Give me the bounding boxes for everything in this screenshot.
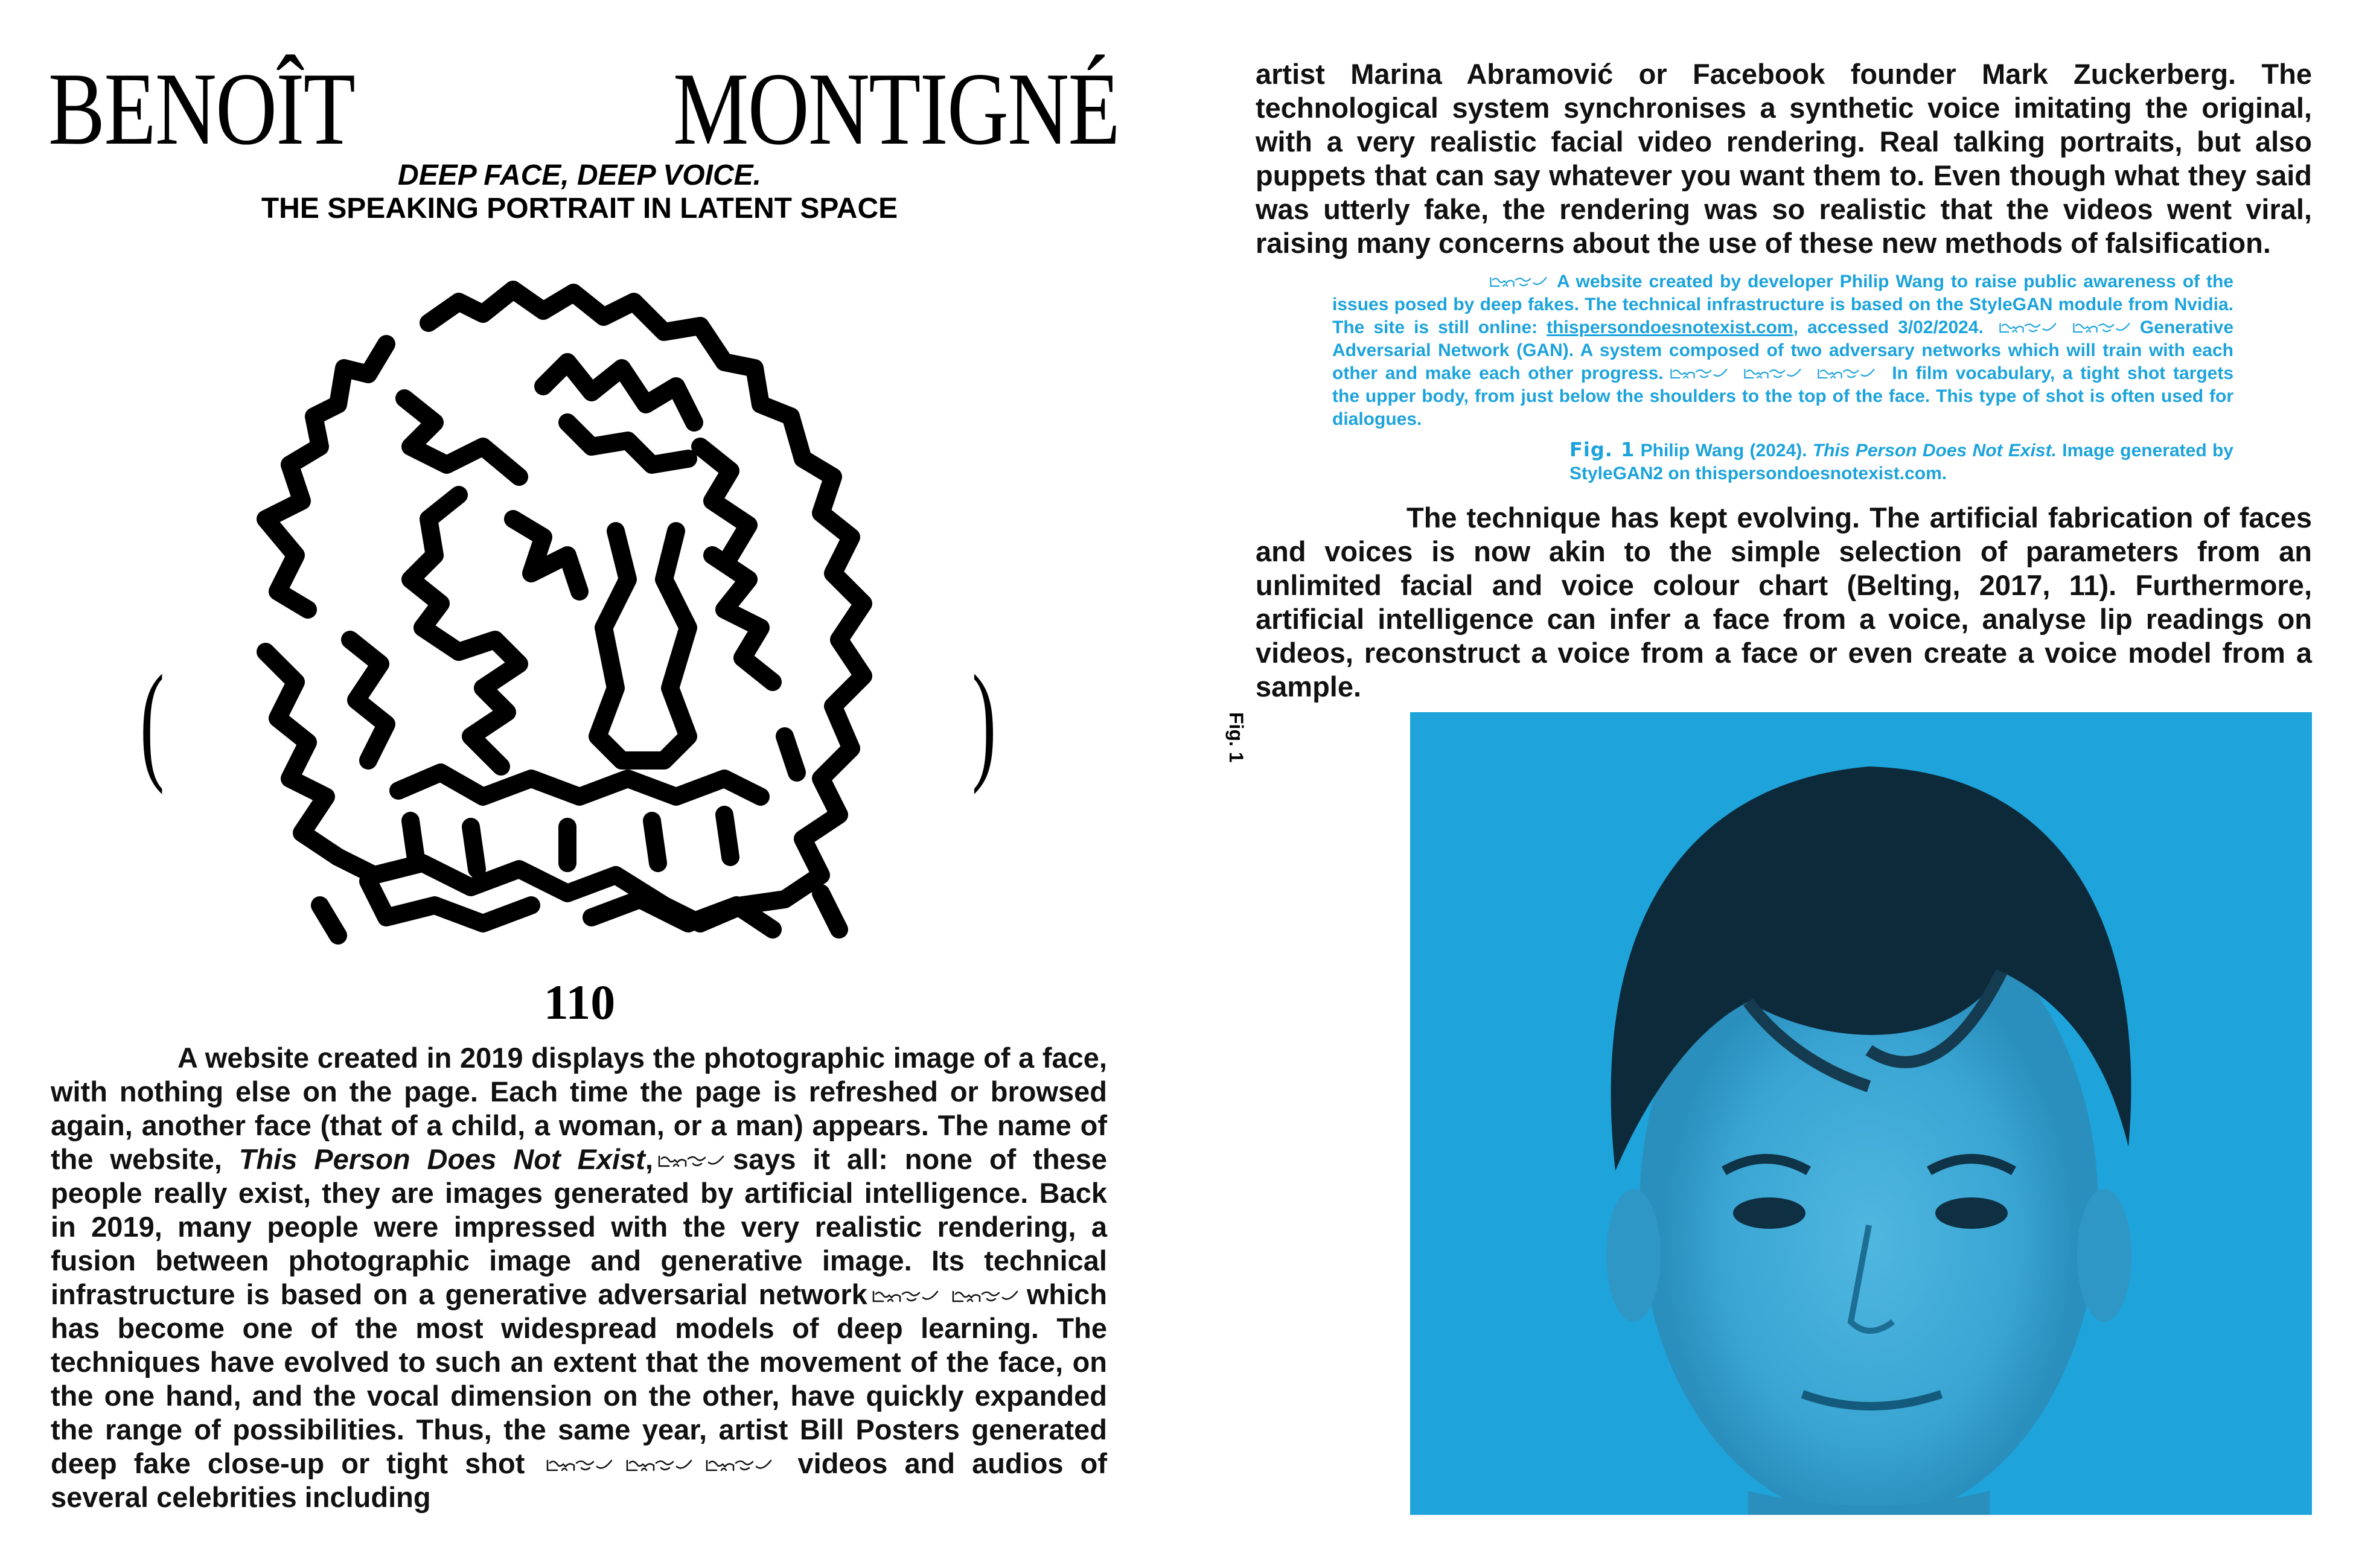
right-body-paragraph-top: artist Marina Abramović or Facebook founder Mark Zuckerberg. The technological system synchronises a synthetic voice imitating the original, with a very realistic facial video rendering. Real talking portraits, but also puppets that can say whatever you want them to. Even though what they said was utterly fake, the rendering was so realistic that the videos went viral, raising many concerns about the use of these new methods of falsification. [1256, 58, 2312, 259]
footnote-marker-icon [704, 1457, 777, 1475]
footnote-marker-icon [1741, 366, 1807, 382]
footnotes [1332, 270, 2233, 431]
footnote-marker-icon [657, 1153, 729, 1171]
figure-side-label: Fig. 1 [1225, 712, 1247, 763]
article-subtitle: THE SPEAKING PORTRAIT IN LATENT SPACE [261, 193, 898, 225]
footnote-marker-icon [1487, 275, 1553, 290]
body-sentence: A website created in 2019 displays the photographic image of a face, with nothing else on the page. Each time the page is refreshed or browsed again, another face (that of a child, a woman, or a man) appears. The name of the website, [51, 1042, 1107, 1175]
portrait-photo [1410, 712, 2312, 1515]
right-parenthesis: ) [972, 648, 997, 795]
footnote-marker-icon [1815, 366, 1881, 382]
body-sentence: which has become one of the most widespread models of deep learning. The techniques have evolved to such an extent that the movement of the face, on the one hand, and the vocal dimension on the other, have quickly expanded the range of possibilities. Thus, the same year, artist Bill Posters generated deep fake close-up or tight shot [51, 1278, 1107, 1479]
footnote-marker-icon [1667, 366, 1734, 382]
scribble-face-icon [229, 266, 912, 972]
footnote-marker-icon [2070, 320, 2136, 336]
website-title: This Person Does Not Exist [238, 1143, 645, 1175]
page-number: 110 [543, 975, 616, 1030]
author-first-name: BENOÎT [48, 52, 355, 167]
figure-label: Fig. 1 [1569, 438, 1635, 461]
caption-title: This Person Does Not Exist. [1812, 441, 2057, 461]
caption-text: Image generated by StyleGAN2 on thispersondoesnotexist.com. [1569, 441, 2233, 483]
face-illustration [1410, 712, 2312, 1515]
left-parenthesis: ( [140, 648, 165, 795]
footnote-link[interactable]: thispersondoesnotexist.com [1547, 317, 1793, 337]
comma: , [645, 1143, 653, 1175]
footnote-1-date: , accessed 3/02/2024. [1793, 317, 1984, 337]
footnote-2: Generative Adversarial Network (GAN). A system composed of two adversary networks which will train with each other and make each other progress. [1332, 317, 2234, 383]
body-sentence: videos and audios of several celebrities including [51, 1447, 1108, 1513]
footnote-marker-icon [545, 1457, 618, 1475]
author-last-name: MONTIGNÉ [673, 52, 1119, 167]
footnote-marker-icon [625, 1457, 697, 1475]
footnote-marker-icon [951, 1288, 1023, 1306]
right-body-paragraph-mid [1256, 501, 2312, 704]
left-body-paragraph [51, 1041, 1107, 1514]
caption-text: Philip Wang (2024). [1640, 441, 1807, 461]
body-sentence: The technique has kept evolving. The artificial fabrication of faces and voices is now akin to the simple selection of parameters from an unlimited facial and voice colour chart (Belting, 2017, 11). Furthermore, artificial intelligence can infer a face from a voice, analyse lip readings on videos, reconstruct a voice from a face or even create a voice model from a sample. [1256, 502, 2312, 703]
footnote-marker-icon [871, 1288, 943, 1306]
footnote-1: A website created by developer Philip Wang to raise public awareness of the issues posed by deep fakes. The technical infrastructure is based on the StyleGAN module from Nvidia. The site is still online: [1332, 272, 2233, 337]
footnote-3: In film vocabulary, a tight shot targets the upper body, from just below the shoulders to the top of the face. This type of shot is often used for dialogues. [1332, 363, 2233, 429]
figure-caption [1569, 438, 2233, 485]
body-sentence: says it all: none of these people really exist, they are images generated by artificial intelligence. Back in 2019, many people were impressed with the very realistic rendering, a fusion between photographic image and generative image. Its technical infrastructure is based on a generative adversarial network [51, 1143, 1107, 1310]
article-title: DEEP FACE, DEEP VOICE. [398, 159, 761, 191]
footnote-marker-icon [1996, 320, 2063, 336]
